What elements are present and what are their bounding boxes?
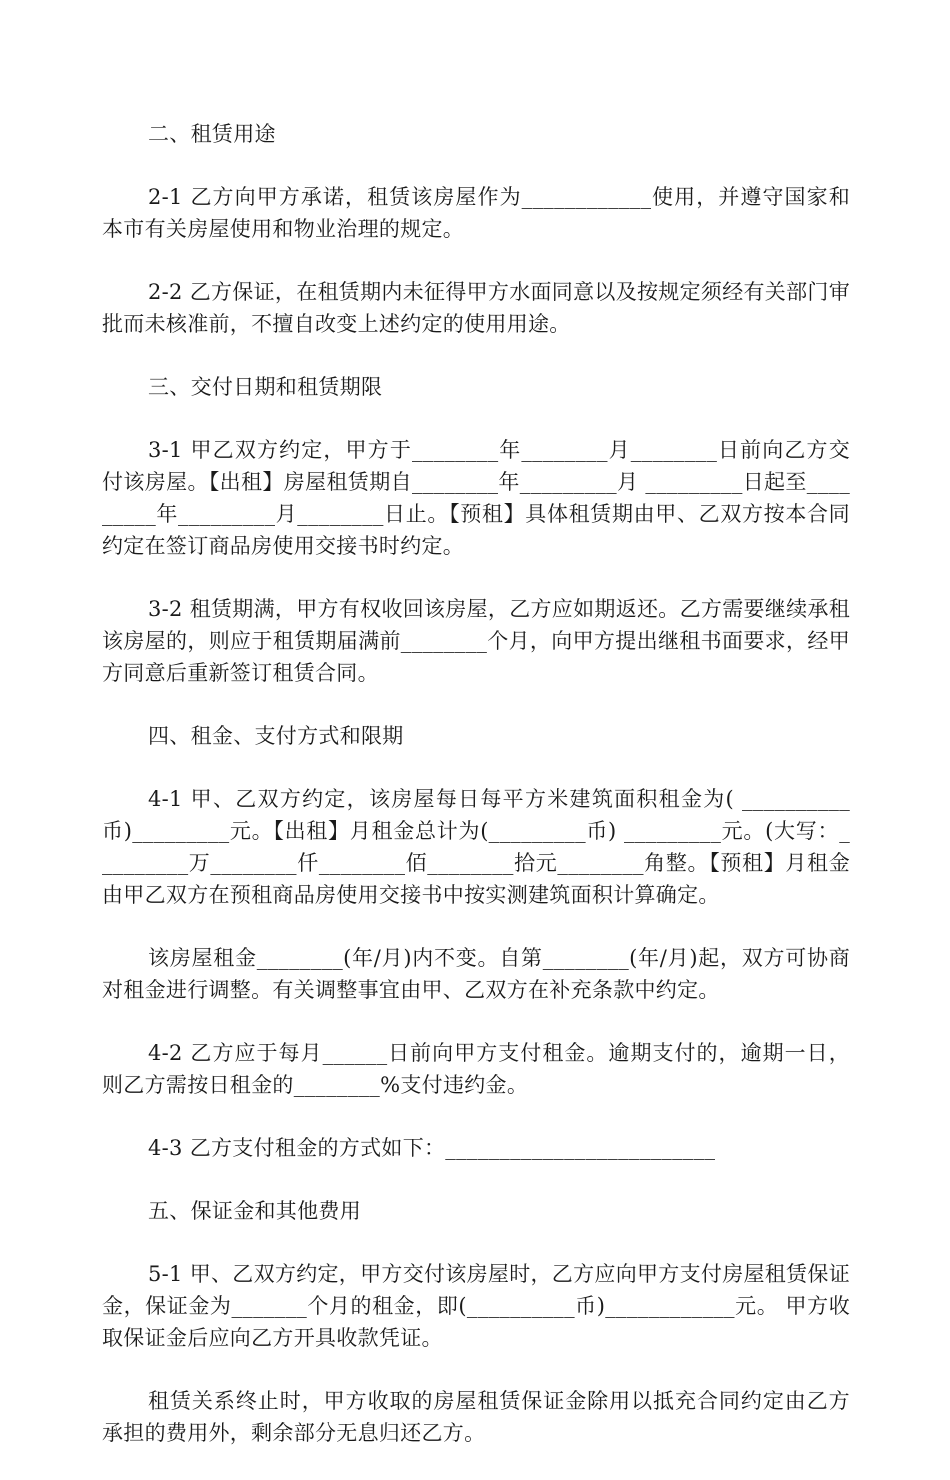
section-heading-purpose: 二、租赁用途 bbox=[148, 122, 276, 146]
clause-4-1: 4-1 甲、乙双方约定，该房屋每日每平方米建筑面积租金为( __________币)_________元。【出租】月租金总计为(_________币) _________元。(大写：_________万________仟________佰________拾元________角整。【预租】月租金由甲乙双方在预租商品房使用交接书中按实测建筑面积计算确定。 bbox=[102, 787, 850, 907]
clause-3-2: 3-2 租赁期满，甲方有权收回该房屋，乙方应如期返还。乙方需要继续承租该房屋的，则应于租赁期届满前________个月，向甲方提出继租书面要求，经甲方同意后重新签订租赁合同。 bbox=[102, 597, 850, 685]
document-body bbox=[102, 118, 850, 1480]
clause-4-2: 4-2 乙方应于每月______日前向甲方支付租金。逾期支付的，逾期一日，则乙方需按日租金的________%支付违约金。 bbox=[102, 1041, 850, 1097]
clause-rent-adjustment: 该房屋租金________(年/月)内不变。自第________(年/月)起，双方可协商对租金进行调整。有关调整事宜由甲、乙双方在补充条款中约定。 bbox=[102, 946, 850, 1002]
section-heading-deposit: 五、保证金和其他费用 bbox=[148, 1199, 361, 1223]
clause-2-2: 2-2 乙方保证，在租赁期内未征得甲方水面同意以及按规定须经有关部门审批而未核准前，不擅自改变上述约定的使用用途。 bbox=[102, 280, 850, 336]
clause-5-1: 5-1 甲、乙双方约定，甲方交付该房屋时，乙方应向甲方支付房屋租赁保证金，保证金为_______个月的租金，即(__________币)____________元。 甲方收取保证金后应向乙方开具收款凭证。 bbox=[102, 1262, 850, 1350]
section-heading-rent: 四、租金、支付方式和限期 bbox=[148, 724, 404, 748]
clause-3-1: 3-1 甲乙双方约定，甲方于________年________月________日前向乙方交付该房屋。【出租】房屋租赁期自________年_________月 _________日起至_________年_________月________日止。【预租】具体租赁期由甲、乙双方按本合同约定在签订商品房使用交接书时约定。 bbox=[102, 438, 850, 558]
clause-2-1: 2-1 乙方向甲方承诺，租赁该房屋作为____________使用，并遵守国家和本市有关房屋使用和物业治理的规定。 bbox=[102, 185, 850, 241]
section-heading-term: 三、交付日期和租赁期限 bbox=[148, 375, 383, 399]
clause-4-3: 4-3 乙方支付租金的方式如下：_________________________ bbox=[148, 1136, 716, 1160]
clause-deposit-return: 租赁关系终止时，甲方收取的房屋租赁保证金除用以抵充合同约定由乙方承担的费用外，剩余部分无息归还乙方。 bbox=[102, 1389, 850, 1445]
